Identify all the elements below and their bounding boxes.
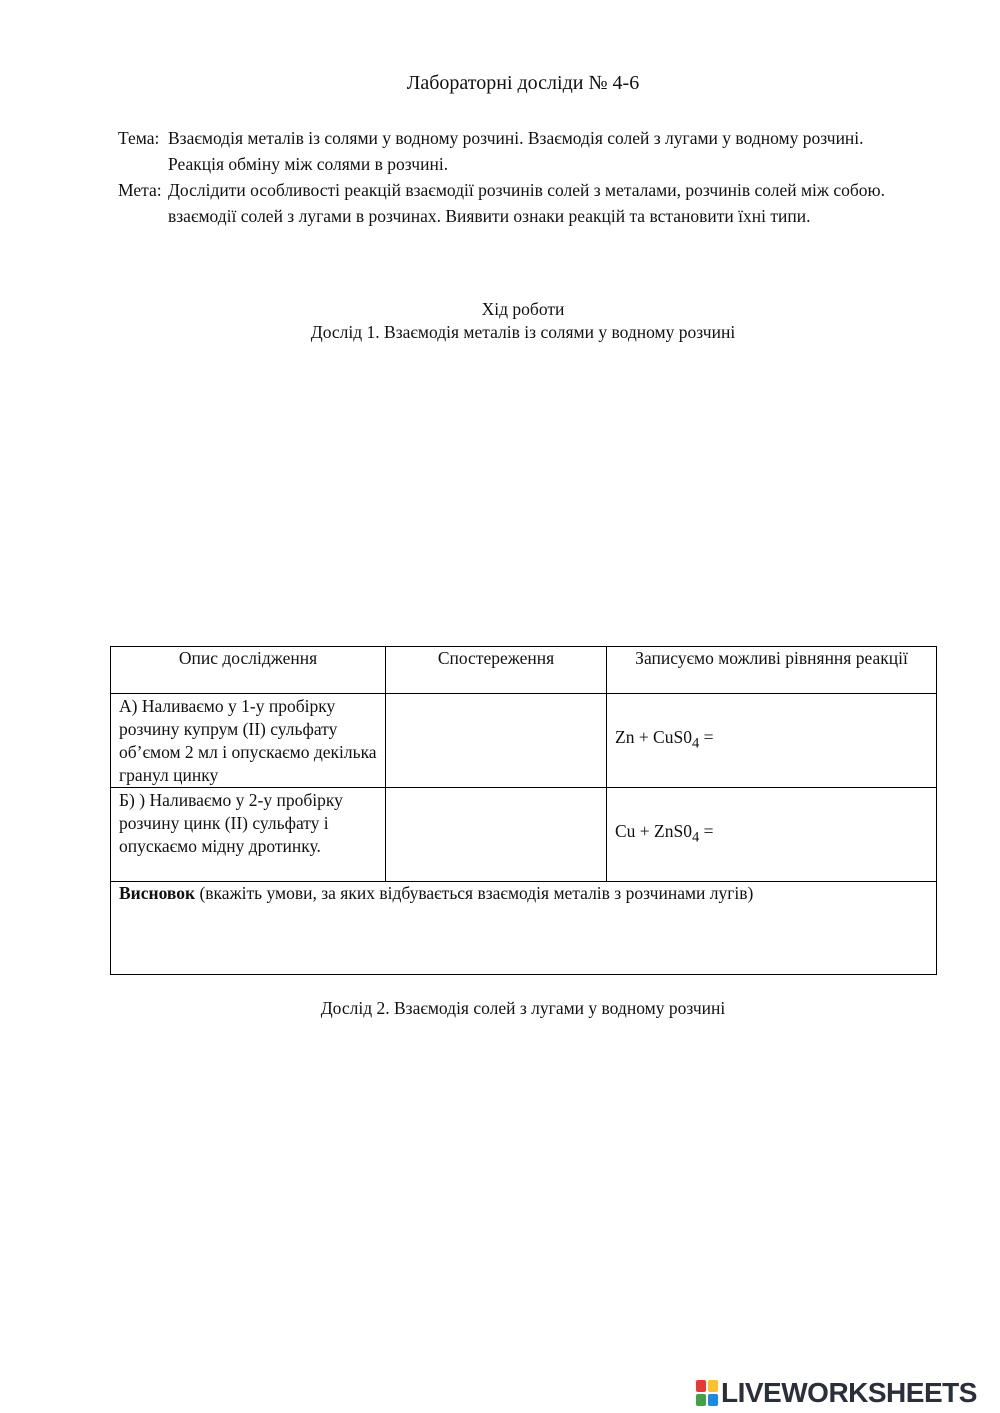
topic-paragraph	[118, 125, 918, 177]
goal-paragraph	[118, 177, 918, 229]
logo-text: LIVEWORKSHEETS	[721, 1377, 977, 1408]
row-a-description: А) Наливаємо у 1-у пробірку розчину купрум (ІІ) сульфату об’ємом 2 мл і опускаємо декілька гранул цинку	[111, 694, 386, 788]
goal-label: Мета:	[118, 180, 162, 200]
row-b-observation-cell[interactable]	[386, 788, 607, 882]
experiment1-title: Дослід 1. Взаємодія металів із солями у водному розчині	[310, 322, 736, 342]
experiment1-table	[110, 646, 937, 975]
row-b-equation-prefix: Cu + ZnS0	[615, 820, 692, 841]
row-a-equation-prefix: Zn + CuS0	[615, 726, 692, 747]
topic-text: Взаємодія металів із солями у водному розчині. Взаємодія солей з лугами у водному розчині. Реакція обміну між солями в розчині.	[168, 128, 864, 174]
logo-blocks-icon	[696, 1380, 718, 1406]
topic-label: Тема:	[118, 128, 160, 148]
row-b-equation[interactable]	[607, 788, 937, 882]
logo-block-blue	[708, 1394, 718, 1406]
row-b-equation-sub: 4	[691, 829, 700, 846]
conclusion-hint: (вкажіть умови, за яких відбувається взаємодія металів з розчинами лугів)	[195, 883, 754, 903]
logo-block-red	[696, 1380, 706, 1392]
table-header-row	[111, 647, 937, 694]
conclusion-cell[interactable]	[111, 882, 937, 975]
table-header-description: Опис дослідження	[111, 647, 386, 694]
row-a-equation-suffix: =	[699, 726, 714, 747]
table-header-observation: Спостереження	[386, 647, 607, 694]
logo-block-green	[696, 1394, 706, 1406]
liveworksheets-logo	[696, 1378, 977, 1408]
table-row	[111, 694, 937, 788]
row-b-description: Б) ) Наливаємо у 2-у пробірку розчину цинк (ІІ) сульфату і опускаємо мідну дротинку.	[111, 788, 386, 882]
conclusion-label: Висновок	[119, 883, 196, 903]
row-a-observation-cell[interactable]	[386, 694, 607, 788]
row-a-equation[interactable]	[607, 694, 937, 788]
page-title: Лабораторні досліди № 4-6	[406, 72, 640, 94]
table-row	[111, 788, 937, 882]
row-b-equation-suffix: =	[699, 820, 714, 841]
row-a-equation-sub: 4	[691, 735, 700, 752]
logo-block-yellow	[708, 1380, 718, 1392]
table-header-equation: Записуємо можливі рівняння реакції	[607, 647, 937, 694]
experiment2-title: Дослід 2. Взаємодія солей з лугами у водному розчині	[320, 998, 726, 1018]
goal-text: Дослідити особливості реакцій взаємодії розчинів солей з металами, розчинів солей між собою. взаємодії солей з лугами в розчинах. Виявити ознаки реакцій та встановити їхні типи.	[168, 180, 886, 226]
procedure-heading: Хід роботи	[481, 299, 565, 319]
conclusion-row	[111, 882, 937, 975]
